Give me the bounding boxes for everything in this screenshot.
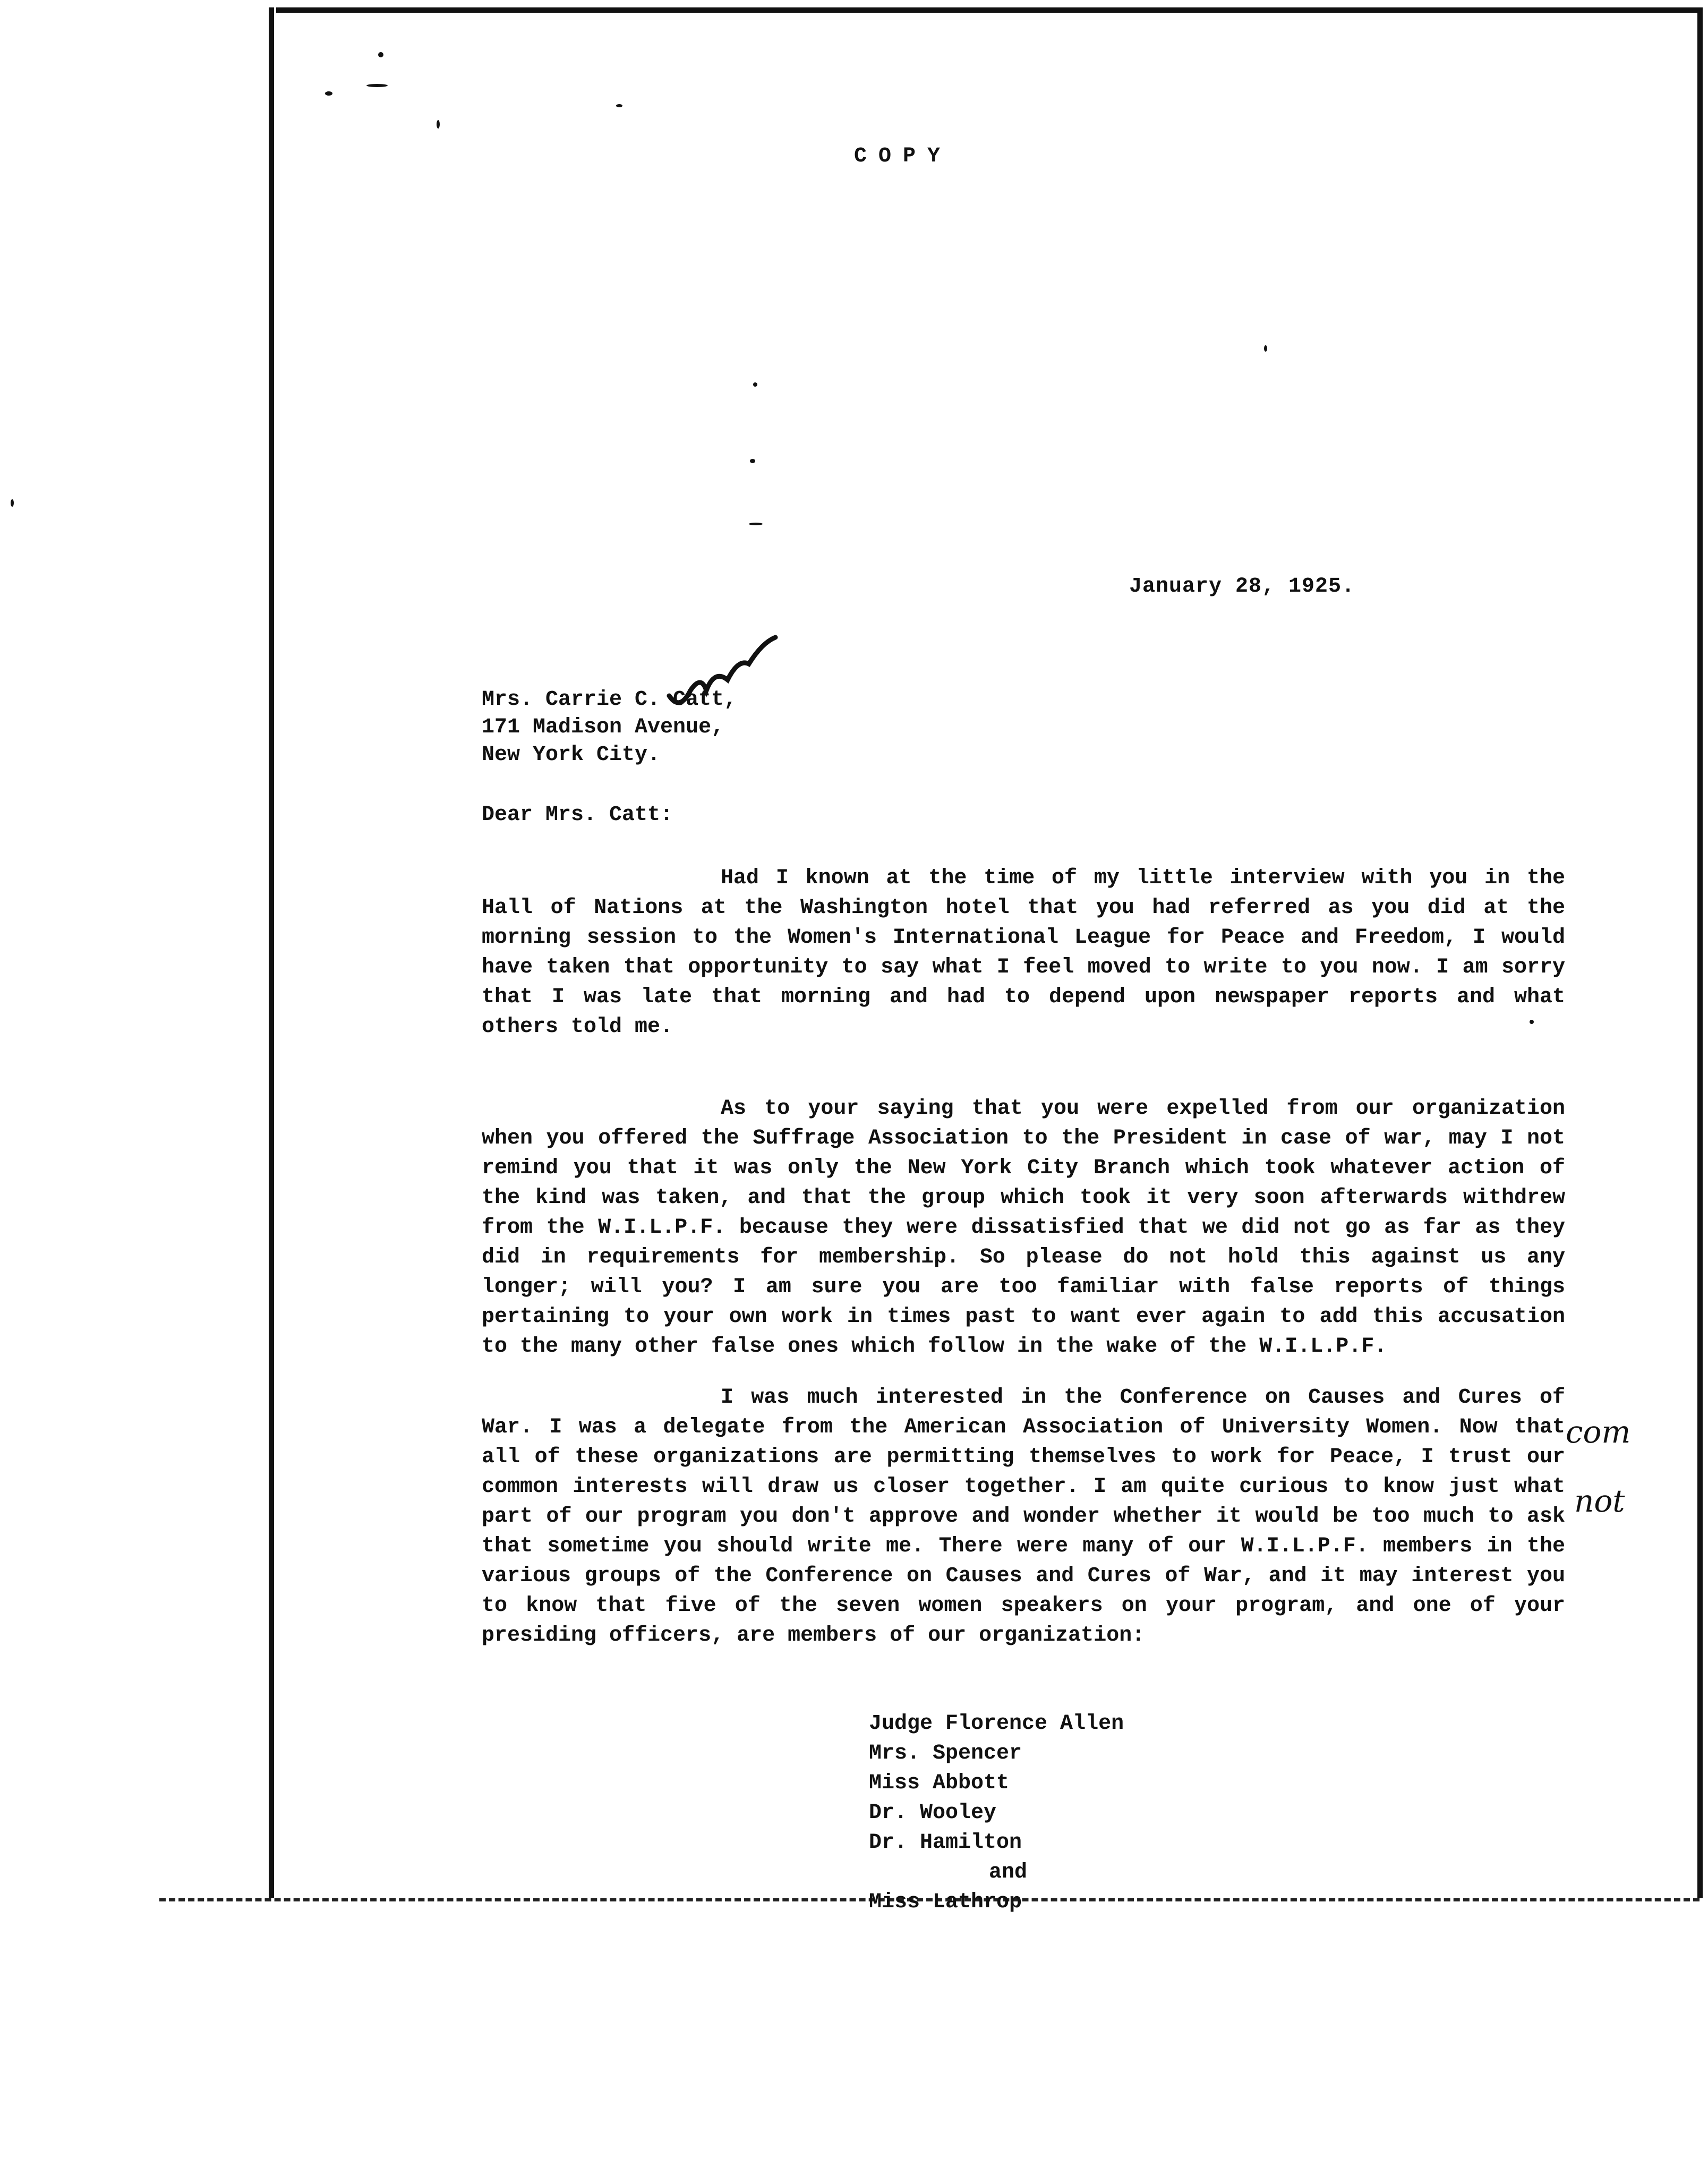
scan-border-right [1697,7,1703,1898]
address-line-2: 171 Madison Avenue, [482,715,724,739]
scan-border-left [269,7,274,1898]
conjunction: and [989,1861,1028,1884]
member-name: Miss Abbott [869,1771,1010,1795]
member-names-list [869,1709,1124,1917]
scan-speck [616,104,622,107]
address-line-1: Mrs. Carrie C. Catt, [482,688,737,712]
letter-date: January 28, 1925. [1129,575,1355,599]
member-name: Miss Lathrop [869,1890,1022,1914]
scan-speck [378,52,383,57]
member-name: Judge Florence Allen [869,1712,1124,1736]
paragraph-1: Had I known at the time of my little interview with you in the Hall of Nations at the Washington hotel that you had referred as you did at the morning session to the Women's International League for Peace and Freedom, I would have taken that opportunity to say what I feel moved to write to you now. I am sorry that I was late that morning and had to depend upon newspaper reports and what others told me. [482,866,1565,1039]
member-name: Dr. Wooley [869,1801,997,1825]
margin-note-not: not [1574,1483,1625,1519]
paragraph-2: As to your saying that you were expelled from our organization when you offered the Suffrage Association to the President in case of war, may I not remind you that it was only the New York City Branch which took whatever action of the kind was taken, and that the group which took it very soon afterwards withdrew from the W.I.L.P.F. because they were dissatisfied that we did not go as far as they did in requirements for membership. So please do not hold this against us any longer; will you? I am sure you are too familiar with false reports of things pertaining to your own work in times past to want ever again to add this accusation to the many other false ones which follow in the wake of the W.I.L.P.F. [482,1097,1565,1359]
document-title: COPY [854,144,952,168]
scan-speck [11,499,14,507]
scan-speck [753,382,757,387]
scan-border-top [276,7,1700,13]
scan-speck [366,84,388,87]
member-name: Dr. Hamilton [869,1831,1022,1855]
scan-speck [325,91,332,96]
scan-speck [1264,345,1267,352]
member-name: Mrs. Spencer [869,1742,1022,1765]
recipient-address [482,686,737,769]
paragraph-3: I was much interested in the Conference on Causes and Cures of War. I was a delegate from the American Association of University Women. Now that all of these organizations are permitting themselves to work for Peace, I trust our common interests will draw us closer together. I am quite curious to know just what part of our program you don't approve and wonder whether it would be too much to ask that sometime you should write me. There were many of our W.I.L.P.F. members in the various groups of the Conference on Causes and Cures of War, and it may interest you to know that five of the seven women speakers on your program, and one of your presiding officers, are members of our organization: [482,1386,1565,1648]
salutation: Dear Mrs. Catt: [482,803,673,827]
margin-note-com: com [1566,1414,1631,1450]
scan-speck [750,459,755,463]
address-line-3: New York City. [482,743,661,767]
scan-speck [437,120,440,129]
scan-speck [749,523,763,525]
